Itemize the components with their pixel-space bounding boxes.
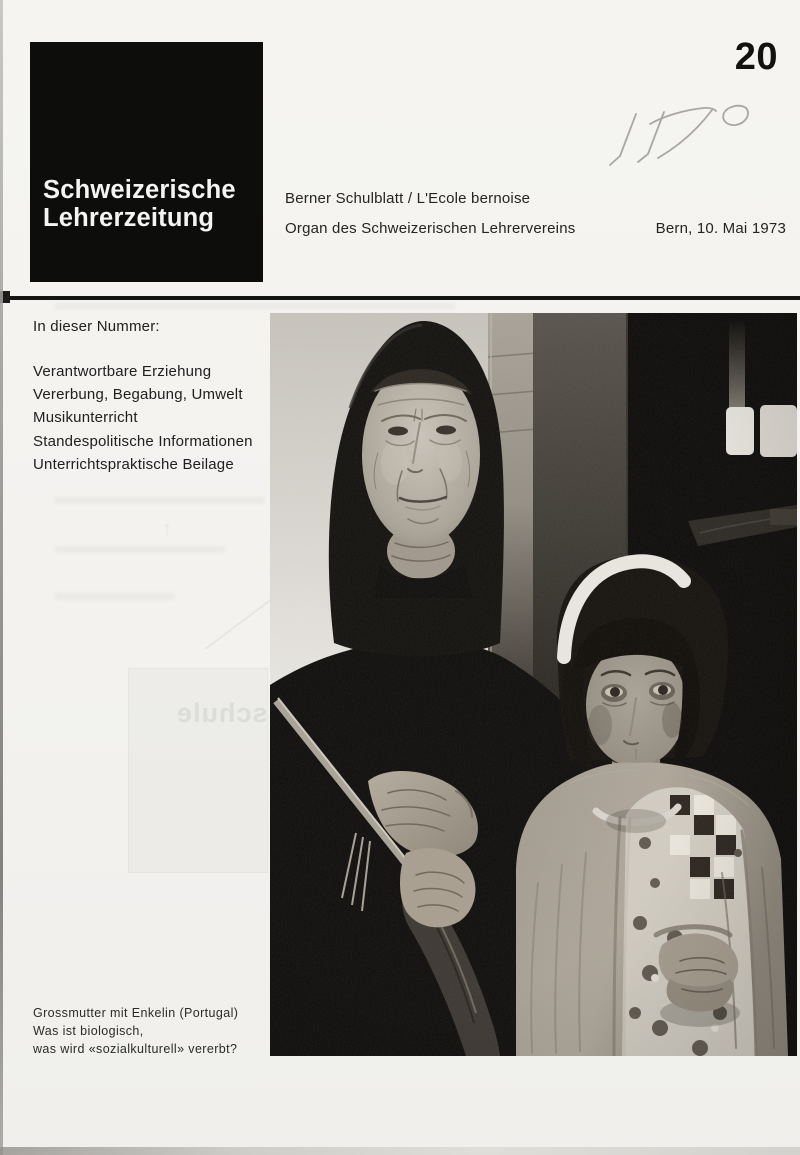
contents-list <box>33 360 253 476</box>
publication-subtitle: Berner Schulblatt / L'Ecole bernoise <box>285 190 531 207</box>
issue-date: Bern, 10. Mai 1973 <box>655 220 786 237</box>
page-showthrough-arrow: ↑ <box>162 518 172 540</box>
contents-item: Vererbung, Begabung, Umwelt <box>33 386 243 404</box>
cover-photo <box>270 313 797 1056</box>
caption-line-3: was wird «sozialkulturell» vererbt? <box>33 1041 238 1056</box>
masthead-box <box>30 42 263 282</box>
page-left-edge <box>0 0 3 1155</box>
contents-item: Standespolitische Informationen <box>33 432 253 450</box>
vignette-overlay <box>270 313 797 1056</box>
masthead-title <box>43 176 236 232</box>
masthead-title-line1: Schweizerische <box>43 176 236 204</box>
handwritten-number <box>600 92 770 172</box>
page-bottom-edge <box>0 1147 800 1155</box>
page-showthrough-smudge <box>55 546 225 553</box>
page-showthrough-smudge <box>55 497 265 504</box>
contents-item: Musikunterricht <box>33 409 138 427</box>
publication-organ: Organ des Schweizerischen Lehrervereins <box>285 220 576 237</box>
issue-number: 20 <box>734 36 778 78</box>
contents-item: Verantwortbare Erziehung <box>33 363 212 380</box>
page-showthrough-box <box>128 668 268 873</box>
contents-heading: In dieser Nummer: <box>33 318 160 335</box>
photo-caption <box>33 1005 238 1058</box>
pencil-digit-1a <box>610 114 636 165</box>
contents-item: Unterrichtspraktische Beilage <box>33 455 234 473</box>
page-showthrough-text: schule <box>176 698 268 728</box>
pencil-digit-0 <box>723 106 748 125</box>
caption-line-2: Was ist biologisch, <box>33 1023 144 1038</box>
page-showthrough-smudge <box>55 593 175 600</box>
divider-rule <box>0 296 800 300</box>
masthead-title-line2: Lehrerzeitung <box>43 204 215 232</box>
caption-line-1: Grossmutter mit Enkelin (Portugal) <box>33 1006 239 1020</box>
page-showthrough-smudge <box>55 303 455 310</box>
